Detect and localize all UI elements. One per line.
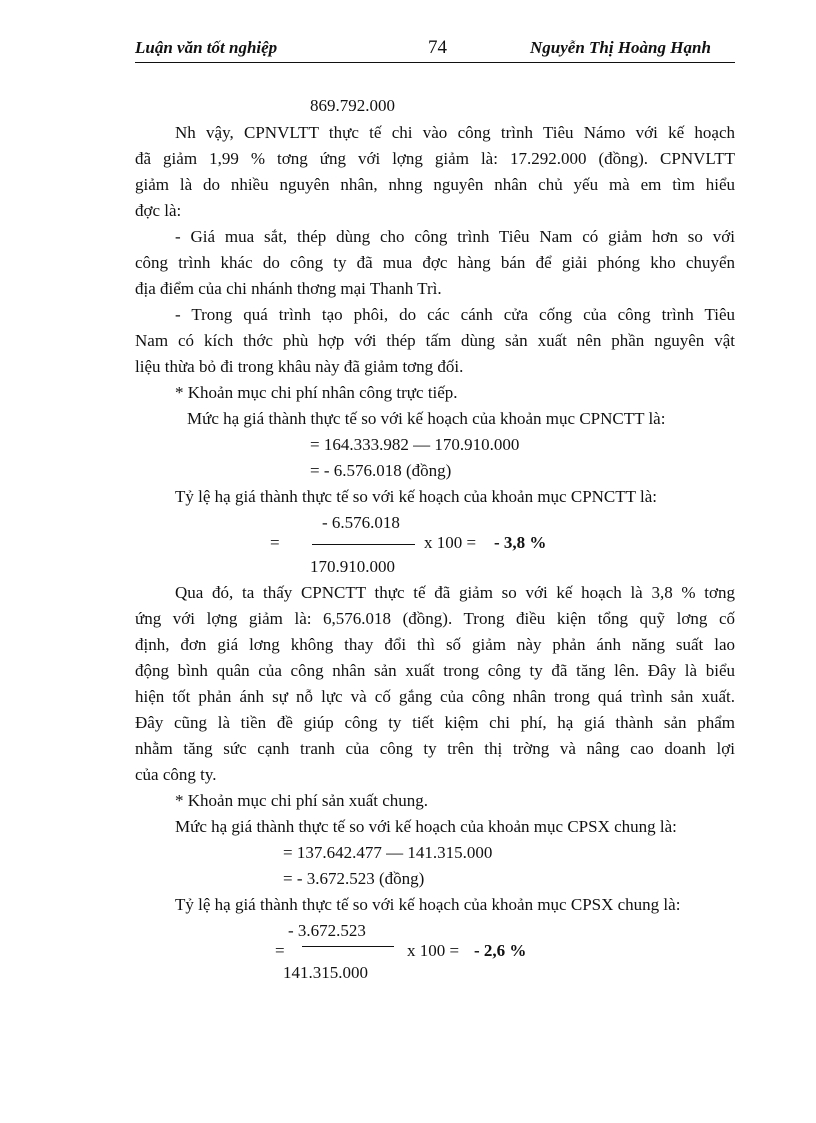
text-line: hiện tốt phản ánh sự nỗ lực và cố gắng của công nhân trong quá trình sản xuất. [135, 687, 735, 706]
text-line: 869.792.000 [310, 96, 395, 115]
text-line: - Giá mua sắt, thép dùng cho công trình Tiêu Nam có giảm hơn so với [175, 227, 735, 246]
fraction-result: - 3,8 % [494, 533, 547, 552]
fraction-multiplier: x 100 = [424, 533, 477, 552]
formula-line: = 164.333.982 — 170.910.000 [310, 435, 520, 454]
text-line: của công ty. [135, 765, 217, 784]
header-thesis-title: Luận văn tốt nghiệp [135, 38, 278, 57]
fraction-bar [302, 946, 394, 947]
fraction-equals: = [275, 941, 285, 960]
fraction-numerator: - 3.672.523 [288, 921, 366, 940]
text-line: liệu thừa bỏ đi trong khâu này đã giảm tơng đối. [135, 357, 464, 376]
fraction-denominator: 141.315.000 [283, 963, 368, 982]
text-line: nhằm tăng sức cạnh tranh của công ty trên thị trờng và nâng cao doanh lợi [135, 739, 735, 758]
text-line: Qua đó, ta thấy CPNCTT thực tế đã giảm so với kế hoạch là 3,8 % tơng [175, 583, 735, 602]
text-line: ứng với lợng giảm là: 6,576.018 (đồng). Trong điều kiện tổng quỹ lơng cố [135, 609, 735, 628]
header-author: Nguyễn Thị Hoàng Hạnh [530, 38, 711, 57]
text-line: Mức hạ giá thành thực tế so với kế hoạch của khoản mục CPNCTT là: [187, 409, 666, 428]
section-heading: * Khoản mục chi phí nhân công trực tiếp. [175, 383, 458, 402]
text-line: động bình quân của công nhân sản xuất trong công ty đã tăng lên. Đây là biểu [135, 661, 735, 680]
text-line: đã giảm 1,99 % tơng ứng với lợng giảm là: 17.292.000 (đồng). CPNVLTT [135, 149, 735, 168]
text-line: công trình khác do công ty đã mua đợc hàng bán để giải phóng kho chuyển [135, 253, 735, 272]
fraction-denominator: 170.910.000 [310, 557, 395, 576]
text-line: Nh vậy, CPNVLTT thực tế chi vào công trình Tiêu Námo với kế hoạch [175, 123, 735, 142]
text-line: Đây cũng là tiền đề giúp công ty tiết kiệm chi phí, hạ giá thành sản phẩm [135, 713, 735, 732]
fraction-multiplier: x 100 = [407, 941, 460, 960]
fraction-equals: = [270, 533, 280, 552]
text-line: định, đơn giá lơng không thay đổi thì số giảm này phản ánh năng suất lao [135, 635, 735, 654]
page-number: 74 [428, 37, 447, 58]
text-line: - Trong quá trình tạo phôi, do các cánh cửa cống của công trình Tiêu [175, 305, 735, 324]
section-heading: * Khoản mục chi phí sản xuất chung. [175, 791, 429, 810]
text-line: địa điểm của chi nhánh thơng mại Thanh Trì. [135, 279, 442, 298]
text-line: Nam có kích thớc phù hợp với thép tấm dùng sản xuất nên phần nguyên vật [135, 331, 735, 350]
text-line: Tỷ lệ hạ giá thành thực tế so với kế hoạch của khoản mục CPNCTT là: [175, 487, 657, 506]
text-line: Tỷ lệ hạ giá thành thực tế so với kế hoạch của khoản mục CPSX chung là: [175, 895, 681, 914]
formula-line: = 137.642.477 — 141.315.000 [283, 843, 493, 862]
fraction-result: - 2,6 % [474, 941, 527, 960]
fraction-numerator: - 6.576.018 [322, 513, 400, 532]
text-line: Mức hạ giá thành thực tế so với kế hoạch của khoản mục CPSX chung là: [175, 817, 677, 836]
formula-line: = - 3.672.523 (đồng) [283, 869, 425, 888]
text-line: giảm là do nhiều nguyên nhân, nhng nguyên nhân chủ yếu mà em tìm hiểu [135, 175, 735, 194]
text-line: đợc là: [135, 201, 182, 220]
fraction-bar [312, 544, 415, 545]
header-rule [135, 62, 735, 63]
formula-line: = - 6.576.018 (đồng) [310, 461, 452, 480]
